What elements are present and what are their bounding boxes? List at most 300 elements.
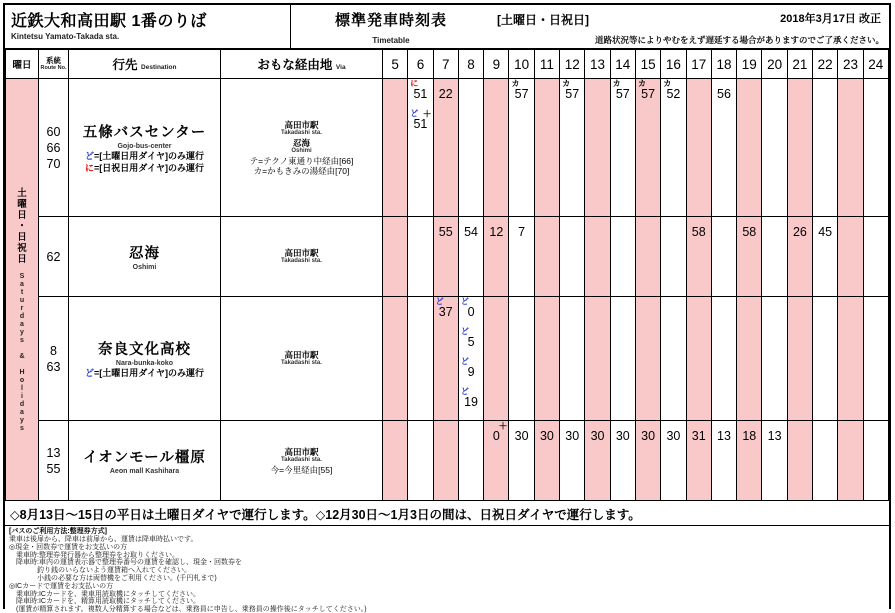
time-cell-hour-15 [635, 217, 660, 297]
departure-time [687, 430, 711, 443]
departure-time [459, 357, 483, 379]
time-minutes: 57 [565, 87, 580, 101]
route-numbers [39, 79, 69, 217]
destination-name: 奈良文化高校 [98, 342, 191, 358]
day-label-letter: i [21, 393, 23, 400]
day-label-char: 祝 [17, 243, 27, 254]
time-cell-hour-9 [484, 217, 509, 297]
header-band [5, 5, 889, 49]
departure-time [687, 226, 711, 239]
destination-romaji: Gojo-bus-center [117, 143, 172, 150]
day-label-char: ・ [17, 221, 27, 232]
time-cell-hour-5 [383, 217, 408, 297]
day-label-letter: a [20, 409, 24, 416]
time-cell-hour-17 [686, 421, 711, 501]
time-flag: ＋ [422, 109, 432, 119]
time-cell-hour-21 [787, 217, 812, 297]
via-cell [221, 79, 383, 217]
day-label-char: 土 [17, 188, 27, 199]
time-cell-hour-21 [787, 297, 812, 421]
destination-column-header [69, 50, 221, 79]
time-cell-hour-5 [383, 79, 408, 217]
day-label [6, 146, 38, 433]
time-cell-hour-15 [635, 297, 660, 421]
time-cell-hour-22 [813, 421, 838, 501]
departure-time [459, 226, 483, 239]
departure-time [408, 79, 432, 101]
destination-name: イオンモール橿原 [83, 450, 206, 466]
time-cell-hour-14 [610, 217, 635, 297]
day-label-letter: s [20, 337, 24, 344]
time-minutes: 22 [438, 87, 453, 101]
time-minutes: 52 [666, 87, 681, 101]
time-cell-hour-18 [711, 421, 736, 501]
time-cell-hour-14 [610, 297, 635, 421]
timetable-row [6, 79, 889, 217]
time-cell-hour-8 [458, 79, 483, 217]
time-minutes: 55 [438, 225, 453, 239]
departure-time [459, 327, 483, 349]
time-cell-hour-9 [484, 421, 509, 501]
time-minutes: 30 [590, 429, 605, 443]
destination-romaji: Nara-bunka-koko [115, 360, 174, 367]
day-label-letter: y [20, 329, 24, 336]
time-mark: ど [460, 357, 469, 366]
time-cell-hour-9 [484, 297, 509, 421]
time-cell-hour-9 [484, 79, 509, 217]
hour-header-9: 9 [484, 50, 509, 79]
day-label-letter: & [19, 353, 25, 360]
time-cell-hour-23 [838, 297, 863, 421]
departure-time [585, 430, 609, 443]
sheet-title: 標準発車時刻表 [334, 12, 447, 29]
note-text: =[日祝日用ダイヤ]のみ運行 [93, 163, 205, 173]
destination-cell [69, 297, 221, 421]
time-minutes: 7 [518, 225, 526, 239]
departure-time [737, 430, 761, 443]
time-mark: ど [435, 297, 444, 306]
day-label-word [19, 369, 24, 433]
time-minutes: 58 [742, 225, 757, 239]
fine-print-line: ◎現金・回数券で運賃をお支払いの方 [9, 543, 128, 551]
timetable-sheet [3, 3, 891, 613]
via-note: テ=テクノ東通り中経由[66] [249, 155, 354, 166]
departure-time [509, 226, 533, 239]
destination-header-en: Destination [141, 64, 177, 71]
time-cell-hour-20 [762, 217, 787, 297]
departure-time [408, 109, 432, 131]
departure-time [484, 421, 508, 443]
time-minutes: 13 [717, 429, 731, 443]
destination-cell [69, 217, 221, 297]
fine-print-title: [バスのご利用方法:整理券方式] [9, 528, 107, 535]
departure-time [636, 79, 660, 101]
departure-time [535, 430, 559, 443]
via-header-en: Via [335, 64, 346, 71]
route-numbers [39, 297, 69, 421]
day-label-word [19, 353, 24, 361]
timetable-row [6, 421, 889, 501]
time-cell-hour-19 [737, 297, 762, 421]
timetable-row [6, 297, 889, 421]
time-cell-hour-16 [661, 79, 686, 217]
time-cell-hour-11 [534, 297, 559, 421]
day-label-letter: t [20, 289, 24, 296]
departure-time [434, 88, 458, 101]
time-flag: ＋ [498, 421, 508, 431]
time-cell-hour-13 [585, 421, 610, 501]
departure-time [434, 297, 458, 319]
departure-time [509, 79, 533, 101]
time-cell-hour-13 [585, 79, 610, 217]
time-mark: カ [663, 79, 672, 88]
time-cell-hour-11 [534, 421, 559, 501]
hour-header-12: 12 [560, 50, 585, 79]
time-cell-hour-22 [813, 79, 838, 217]
fine-print-line: 乗車は後扉から、降車は前扉から、運賃は降車時払いです。 [9, 536, 198, 543]
time-mark: ど [460, 387, 469, 396]
departure-time [712, 430, 736, 443]
time-cell-hour-24 [863, 79, 888, 217]
sheet-title-block [291, 5, 491, 45]
day-label-letter: u [19, 297, 25, 304]
fine-print-lines [9, 536, 885, 613]
timetable-row [6, 217, 889, 297]
time-cell-hour-6 [408, 79, 433, 217]
column-header-row [6, 50, 889, 79]
time-cell-hour-20 [762, 297, 787, 421]
time-cell-hour-7 [433, 297, 458, 421]
hour-header-11: 11 [534, 50, 559, 79]
destination-name: 五條バスセンター [82, 125, 207, 141]
note-mark: に [84, 163, 94, 173]
time-minutes: 57 [615, 87, 630, 101]
route-number: 8 [50, 343, 57, 358]
hour-header-16: 16 [661, 50, 686, 79]
destination-cell [69, 79, 221, 217]
time-cell-hour-12 [560, 79, 585, 217]
time-cell-hour-7 [433, 79, 458, 217]
hour-header-8: 8 [458, 50, 483, 79]
time-cell-hour-22 [813, 217, 838, 297]
time-cell-hour-14 [610, 79, 635, 217]
time-mark: カ [511, 79, 520, 88]
route-number: 63 [46, 359, 61, 374]
time-mark: ど [460, 327, 469, 336]
day-label-char: 日 [17, 232, 27, 243]
hour-header-21: 21 [787, 50, 812, 79]
fine-print-line: 乗車時:整理券発行器から整理券をお取りください。 [9, 551, 179, 559]
departure-time [737, 226, 761, 239]
day-label-letter: d [19, 401, 25, 408]
time-mark: ど [460, 297, 469, 306]
hour-header-17: 17 [686, 50, 711, 79]
destination-romaji: Aeon mall Kashihara [109, 468, 180, 475]
time-cell-hour-23 [838, 217, 863, 297]
time-cell-hour-24 [863, 297, 888, 421]
time-cell-hour-19 [737, 217, 762, 297]
time-cell-hour-20 [762, 421, 787, 501]
time-minutes: 30 [565, 429, 580, 443]
route-number: 60 [46, 124, 61, 139]
time-minutes: 30 [641, 429, 656, 443]
note-mark: ど [84, 368, 94, 378]
time-minutes: 9 [467, 365, 475, 379]
time-cell-hour-8 [458, 217, 483, 297]
time-minutes: 5 [467, 335, 475, 349]
hour-header-14: 14 [610, 50, 635, 79]
time-cell-hour-21 [787, 79, 812, 217]
via-stop-jp: 高田市駅 [284, 349, 319, 360]
time-minutes: 30 [666, 429, 681, 443]
time-cell-hour-11 [534, 217, 559, 297]
route-header-en: Route No. [40, 65, 67, 71]
day-label-letter: r [20, 305, 24, 312]
time-cell-hour-6 [408, 297, 433, 421]
time-cell-hour-16 [661, 217, 686, 297]
time-cell-hour-12 [560, 421, 585, 501]
time-cell-hour-24 [863, 217, 888, 297]
fine-print [5, 526, 889, 613]
day-label-letter: d [19, 313, 25, 320]
delay-notice: 道路状況等によりやむをえず遅延する場合がありますのでご了承ください。 [594, 35, 884, 45]
fine-print-line: 小銭の必要な方は両替機をご利用ください。(千円札まで) [9, 574, 217, 582]
time-cell-hour-18 [711, 217, 736, 297]
hour-header-5: 5 [383, 50, 408, 79]
timetable [5, 49, 889, 501]
route-number: 66 [46, 140, 61, 155]
day-column-header: 曜日 [6, 50, 39, 79]
via-note: カ=かもきみの湯経由[70] [253, 165, 350, 176]
hour-header-18: 18 [711, 50, 736, 79]
departure-time [560, 79, 584, 101]
hour-header-6: 6 [408, 50, 433, 79]
time-minutes: 57 [514, 87, 529, 101]
departure-time [434, 226, 458, 239]
time-cell-hour-10 [509, 79, 534, 217]
fine-print-line: (運賃が精算されます。複数人分精算する場合などは、乗務員に申告し、乗務員の操作後にタッチしてください。) [9, 606, 367, 613]
day-label-letter: l [21, 385, 23, 392]
destination-romaji: Oshimi [132, 264, 157, 271]
time-cell-hour-21 [787, 421, 812, 501]
day-column-label [6, 79, 39, 501]
departure-time [762, 430, 786, 443]
time-cell-hour-17 [686, 79, 711, 217]
departure-time [509, 430, 533, 443]
time-minutes: 0 [467, 305, 475, 319]
time-cell-hour-14 [610, 421, 635, 501]
via-cell [221, 297, 383, 421]
note-text: =[土曜日用ダイヤ]のみ運行 [93, 368, 205, 378]
departure-time [636, 430, 660, 443]
header-divider [290, 5, 291, 48]
destination-cell [69, 421, 221, 501]
time-cell-hour-15 [635, 421, 660, 501]
time-cell-hour-7 [433, 217, 458, 297]
time-cell-hour-5 [383, 297, 408, 421]
time-cell-hour-13 [585, 297, 610, 421]
departure-time [484, 226, 508, 239]
day-label-letter: a [20, 321, 24, 328]
time-cell-hour-10 [509, 421, 534, 501]
destination-note [71, 163, 218, 174]
via-stop-jp: 高田市駅 [284, 119, 319, 130]
route-numbers [39, 421, 69, 501]
time-cell-hour-18 [711, 79, 736, 217]
time-minutes: 58 [691, 225, 706, 239]
fine-print-line: 乗車時:ICカードを、乗車用読取機にタッチしてください。 [9, 590, 200, 598]
day-label-letter: y [20, 417, 24, 424]
day-label-letter: a [20, 281, 24, 288]
time-minutes: 19 [464, 395, 478, 409]
time-cell-hour-18 [711, 297, 736, 421]
via-stop-romaji: Takadashi sta. [281, 129, 322, 136]
fine-print-line: 降車時:車内の運賃表示器で整理券番号の運賃を確認し、現金・回数券を [9, 559, 242, 567]
route-number: 13 [46, 445, 61, 460]
note-mark: ど [84, 151, 94, 161]
time-cell-hour-22 [813, 297, 838, 421]
fine-print-line: 釣り銭のいらないよう運賃箱へ入れてください。 [9, 567, 191, 575]
via-cell [221, 217, 383, 297]
day-label-char: 日 [17, 254, 27, 265]
revision-date: 2018年3月17日 改正 [780, 13, 881, 25]
fine-print-line: ◎ICカードで運賃をお支払いの方 [9, 582, 114, 590]
departure-time [712, 88, 736, 101]
via-stop-jp: 忍海 [292, 137, 310, 148]
time-minutes: 26 [792, 225, 807, 239]
route-number: 70 [46, 156, 61, 171]
time-mark: カ [637, 79, 646, 88]
route-number: 62 [46, 249, 61, 264]
time-cell-hour-12 [560, 217, 585, 297]
time-cell-hour-23 [838, 79, 863, 217]
destination-note [71, 368, 218, 379]
time-cell-hour-23 [838, 421, 863, 501]
destination-note [71, 151, 218, 162]
hour-header-23: 23 [838, 50, 863, 79]
time-cell-hour-7 [433, 421, 458, 501]
time-minutes: 56 [717, 87, 731, 101]
time-minutes: 13 [767, 429, 782, 443]
hour-header-15: 15 [635, 50, 660, 79]
footer-note: ◇8月13日～15日の平日は土曜日ダイヤで運行します。◇12月30日～1月3日の間は、日祝日ダイヤで運行します。 [5, 501, 889, 526]
time-minutes: 45 [818, 225, 833, 239]
time-cell-hour-8 [458, 421, 483, 501]
time-cell-hour-13 [585, 217, 610, 297]
time-cell-hour-11 [534, 79, 559, 217]
time-minutes: 0 [492, 429, 500, 443]
time-cell-hour-15 [635, 79, 660, 217]
time-cell-hour-6 [408, 217, 433, 297]
departure-time [813, 226, 837, 239]
time-cell-hour-10 [509, 217, 534, 297]
hour-header-24: 24 [863, 50, 888, 79]
departure-time [459, 387, 483, 409]
via-stop-romaji: Takadashi sta. [281, 456, 322, 463]
time-cell-hour-6 [408, 421, 433, 501]
day-label-letter: H [19, 369, 25, 376]
time-cell-hour-5 [383, 421, 408, 501]
hour-header-7: 7 [433, 50, 458, 79]
route-column-header [39, 50, 69, 79]
via-header-jp: おもな経由地 [257, 58, 333, 72]
time-minutes: 30 [615, 429, 630, 443]
via-note: 今=今里経由[55] [270, 464, 333, 475]
sheet-subtitle: Timetable [372, 36, 410, 45]
departure-time [661, 430, 685, 443]
via-stop-romaji: Takadashi sta. [281, 359, 322, 366]
route-number: 55 [46, 461, 61, 476]
via-stop-romaji: Oshimi [291, 147, 312, 154]
hour-header-10: 10 [509, 50, 534, 79]
day-label-letter: S [19, 273, 25, 280]
time-cell-hour-16 [661, 297, 686, 421]
time-minutes: 51 [413, 117, 428, 131]
hour-header-19: 19 [737, 50, 762, 79]
note-text: =[土曜日用ダイヤ]のみ運行 [93, 151, 205, 161]
destination-header-jp: 行先 [112, 58, 138, 72]
time-cell-hour-19 [737, 79, 762, 217]
time-mark: カ [612, 79, 621, 88]
time-mark: カ [562, 79, 571, 88]
departure-time [560, 430, 584, 443]
station-subtitle: Kintetsu Yamato-Takada sta. [11, 32, 120, 41]
day-label-char: 日 [17, 210, 27, 221]
time-minutes: 31 [691, 429, 706, 443]
day-label-word [20, 273, 25, 345]
route-header-jp: 系統 [46, 56, 61, 65]
fine-print-line: 降車時:ICカードを、精算用読取機にタッチしてください。 [9, 598, 200, 606]
departure-time [611, 79, 635, 101]
time-minutes: 51 [413, 87, 428, 101]
time-minutes: 30 [514, 429, 529, 443]
station-title: 近鉄大和高田駅 1番のりば [11, 13, 207, 30]
hour-header-22: 22 [813, 50, 838, 79]
departure-time [611, 430, 635, 443]
departure-time [661, 79, 685, 101]
day-type-label: [土曜日・日祝日] [497, 13, 589, 27]
time-cell-hour-19 [737, 421, 762, 501]
time-cell-hour-8 [458, 297, 483, 421]
departure-time [788, 226, 812, 239]
via-cell [221, 421, 383, 501]
hour-header-20: 20 [762, 50, 787, 79]
time-cell-hour-16 [661, 421, 686, 501]
day-label-letter: o [19, 377, 25, 384]
time-mark: ど [410, 109, 419, 118]
departure-time [459, 297, 483, 319]
hour-header-13: 13 [585, 50, 610, 79]
time-minutes: 54 [464, 225, 478, 239]
time-minutes: 12 [489, 225, 504, 239]
time-mark: に [410, 79, 419, 88]
destination-name: 忍海 [129, 246, 160, 262]
via-stop-romaji: Takadashi sta. [281, 257, 322, 264]
route-numbers [39, 217, 69, 297]
time-cell-hour-12 [560, 297, 585, 421]
time-cell-hour-17 [686, 297, 711, 421]
via-stop-jp: 高田市駅 [284, 446, 319, 457]
time-minutes: 37 [438, 305, 453, 319]
day-label-letter: s [20, 425, 24, 432]
time-cell-hour-24 [863, 421, 888, 501]
day-label-char: 曜 [17, 199, 27, 210]
time-minutes: 18 [742, 429, 757, 443]
via-column-header [221, 50, 383, 79]
via-stop-jp: 高田市駅 [284, 247, 319, 258]
time-minutes: 30 [539, 429, 554, 443]
time-cell-hour-10 [509, 297, 534, 421]
